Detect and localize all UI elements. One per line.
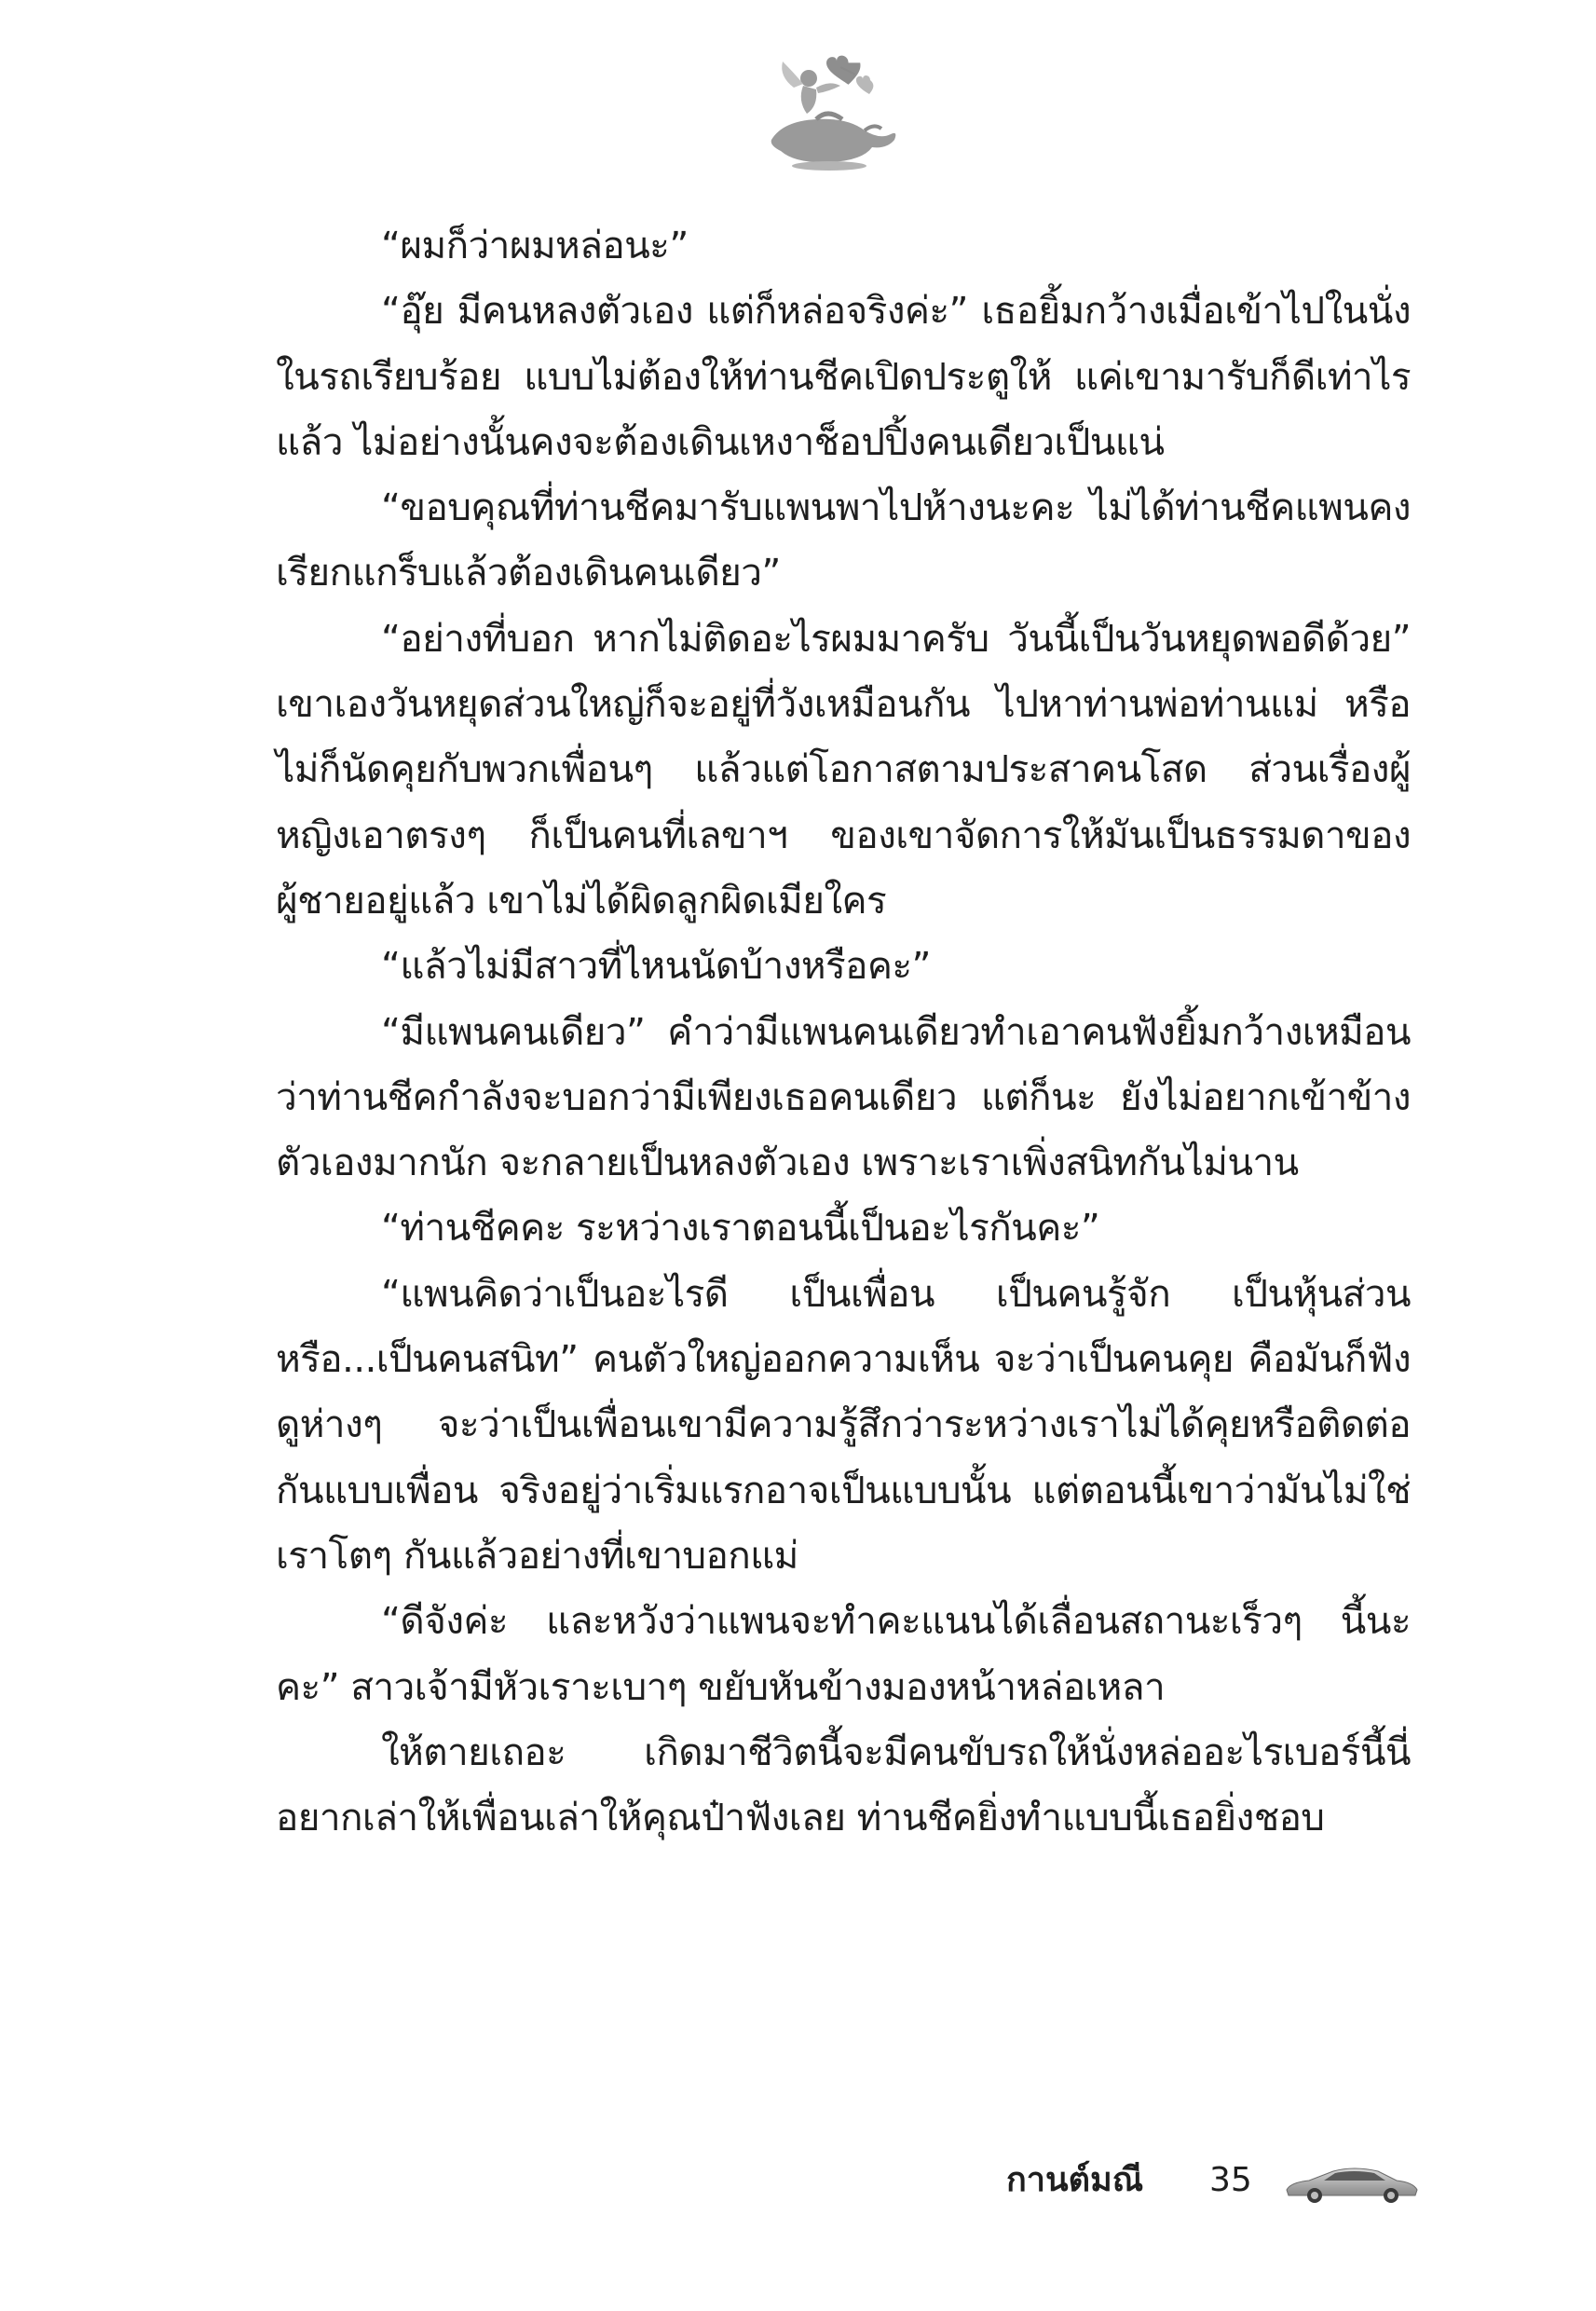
paragraph: “ขอบคุณที่ท่านชีคมารับแพนพาไปห้างนะคะ ไม่ได้ท่านชีคแพนคงเรียกแกร็บแล้วต้องเดินคนเดียว” [276,485,1411,595]
paragraph: “ท่านชีคคะ ระหว่างเราตอนนี้เป็นอะไรกันคะ” [381,1205,1100,1251]
sports-car-icon [1281,2162,1421,2205]
paragraph: “มีแพนคนเดียว” คำว่ามีแพนคนเดียวทำเอาคนฟังยิ้มกว้างเหมือนว่าท่านชีคกำลังจะบอกว่ามีเพียงเธอคนเดียว แต่ก็นะ ยังไม่อยากเข้าข้างตัวเองมากนัก จะกลายเป็นหลงตัวเอง เพราะเราเพิ่งสนิทกันไม่นาน [276,1008,1411,1185]
author-name: กานต์มณี [1006,2161,1144,2199]
page-footer [978,2154,1425,2210]
paragraph: “ผมก็ว่าผมหล่อนะ” [381,223,689,267]
page-number: 35 [1209,2161,1252,2199]
teapot-cupid-ornament-icon [751,48,904,171]
paragraph: “ดีจังค่ะ และหวังว่าแพนจะทำคะแนนได้เลื่อนสถานะเร็วๆ นี้นะคะ” สาวเจ้ามีหัวเราะเบาๆ ขยับหันข้างมองหน้าหล่อเหลา [276,1598,1411,1709]
paragraph: “แพนคิดว่าเป็นอะไรดี เป็นเพื่อน เป็นคนรู้จัก เป็นหุ้นส่วน หรือ...เป็นคนสนิท” คนตัวใหญ่ออกความเห็น จะว่าเป็นคนคุย คือมันก็ฟังดูห่างๆ จะว่าเป็นเพื่อนเขามีความรู้สึกว่าระหว่างเราไม่ได้คุยหรือติดต่อกันแบบเพื่อน จริงอยู่ว่าเริ่มแรกอาจเป็นแบบนั้น แต่ตอนนี้เขาว่ามันไม่ใช่ เราโตๆ กันแล้วอย่างที่เขาบอกแม่ [276,1270,1411,1578]
paragraph: “อย่างที่บอก หากไม่ติดอะไรผมมาครับ วันนี้เป็นวันหยุดพอดีด้วย” เขาเองวันหยุดส่วนใหญ่ก็จะอยู่ที่วังเหมือนกัน ไปหาท่านพ่อท่านแม่ หรือไม่ก็นัดคุยกับพวกเพื่อนๆ แล้วแต่โอกาสตามประสาคนโสด ส่วนเรื่องผู้หญิงเอาตรงๆ ก็เป็นคนที่เลขาฯ ของเขาจัดการให้มันเป็นธรรมดาของผู้ชายอยู่แล้ว เขาไม่ได้ผิดลูกผิดเมียใคร [276,615,1411,923]
paragraph: ให้ตายเถอะ เกิดมาชีวิตนี้จะมีคนขับรถให้นั่งหล่ออะไรเบอร์นี้นี่อยากเล่าให้เพื่อนเล่าให้คุณป๋าฟังเลย ท่านชีคยิ่งทำแบบนี้เธอยิ่งชอบ [276,1729,1411,1840]
chapter-body [276,212,1411,1850]
paragraph: “แล้วไม่มีสาวที่ไหนนัดบ้างหรือคะ” [381,943,931,989]
paragraph: “อุ๊ย มีคนหลงตัวเอง แต่ก็หล่อจริงค่ะ” เธอยิ้มกว้างเมื่อเข้าไปในนั่งในรถเรียบร้อย แบบไม่ต้องให้ท่านชีคเปิดประตูให้ แค่เขามารับก็ดีเท่าไรแล้ว ไม่อย่างนั้นคงจะต้องเดินเหงาช็อปปิ้งคนเดียวเป็นแน่ [276,288,1411,464]
